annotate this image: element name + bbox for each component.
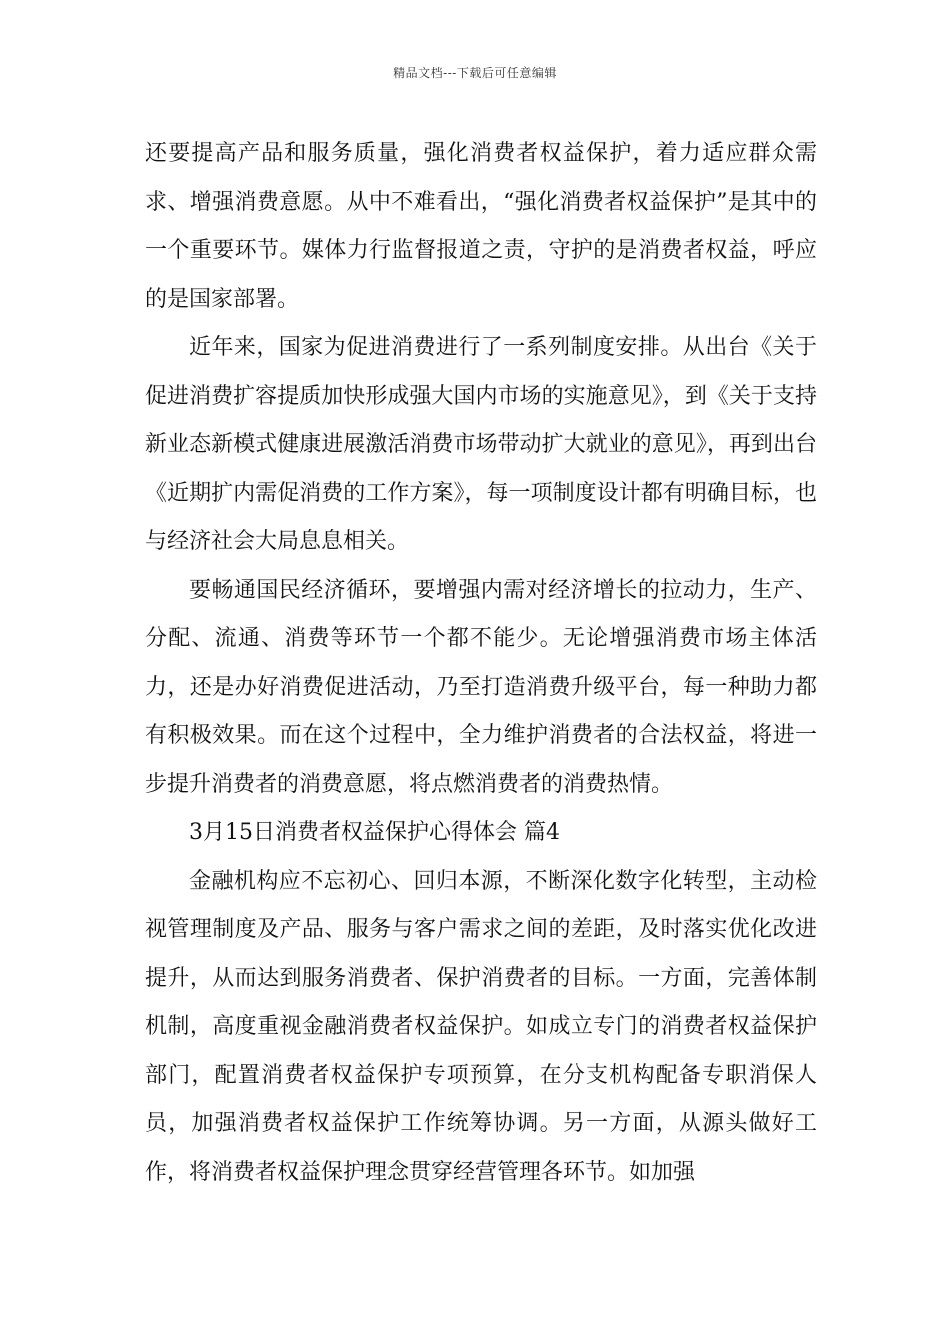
paragraph-4: 金融机构应不忘初心、回归本源，不断深化数字化转型，主动检视管理制度及产品、服务与客户需求之间的差距，及时落实优化改进提升，从而达到服务消费者、保护消费者的目标。一方面，完善体制机制，高度重视金融消费者权益保护。如成立专门的消费者权益保护部门，配置消费者权益保护专项预算，在分支机构配备专职消保人员，加强消费者权益保护工作统筹协调。另一方面，从源头做好工作，将消费者权益保护理念贯穿经营管理各环节。如加强 [145, 868, 817, 1185]
document-body [145, 130, 817, 1197]
section-heading: 3月15日消费者权益保护心得体会 篇4 [189, 820, 560, 845]
paragraph-1: 还要提高产品和服务质量，强化消费者权益保护，着力适应群众需求、增强消费意愿。从中不难看出，“强化消费者权益保护”是其中的一个重要环节。媒体力行监督报道之责，守护的是消费者权益，呼应的是国家部署。 [145, 141, 817, 312]
paragraph-3: 要畅通国民经济循环，要增强内需对经济增长的拉动力，生产、分配、流通、消费等环节一个都不能少。无论增强消费市场主体活力，还是办好消费促进活动，乃至打造消费升级平台，每一种助力都有积极效果。而在这个过程中，全力维护消费者的合法权益，将进一步提升消费者的消费意愿，将点燃消费者的消费热情。 [145, 577, 817, 797]
paragraph-2: 近年来，国家为促进消费进行了一系列制度安排。从出台《关于促进消费扩容提质加快形成强大国内市场的实施意见》，到《关于支持新业态新模式健康进展激活消费市场带动扩大就业的意见》，再到出台《近期扩内需促消费的工作方案》，每一项制度设计都有明确目标，也与经济社会大局息息相关。 [145, 335, 817, 554]
page-header: 精品文档---下载后可任意编辑 [393, 66, 557, 80]
